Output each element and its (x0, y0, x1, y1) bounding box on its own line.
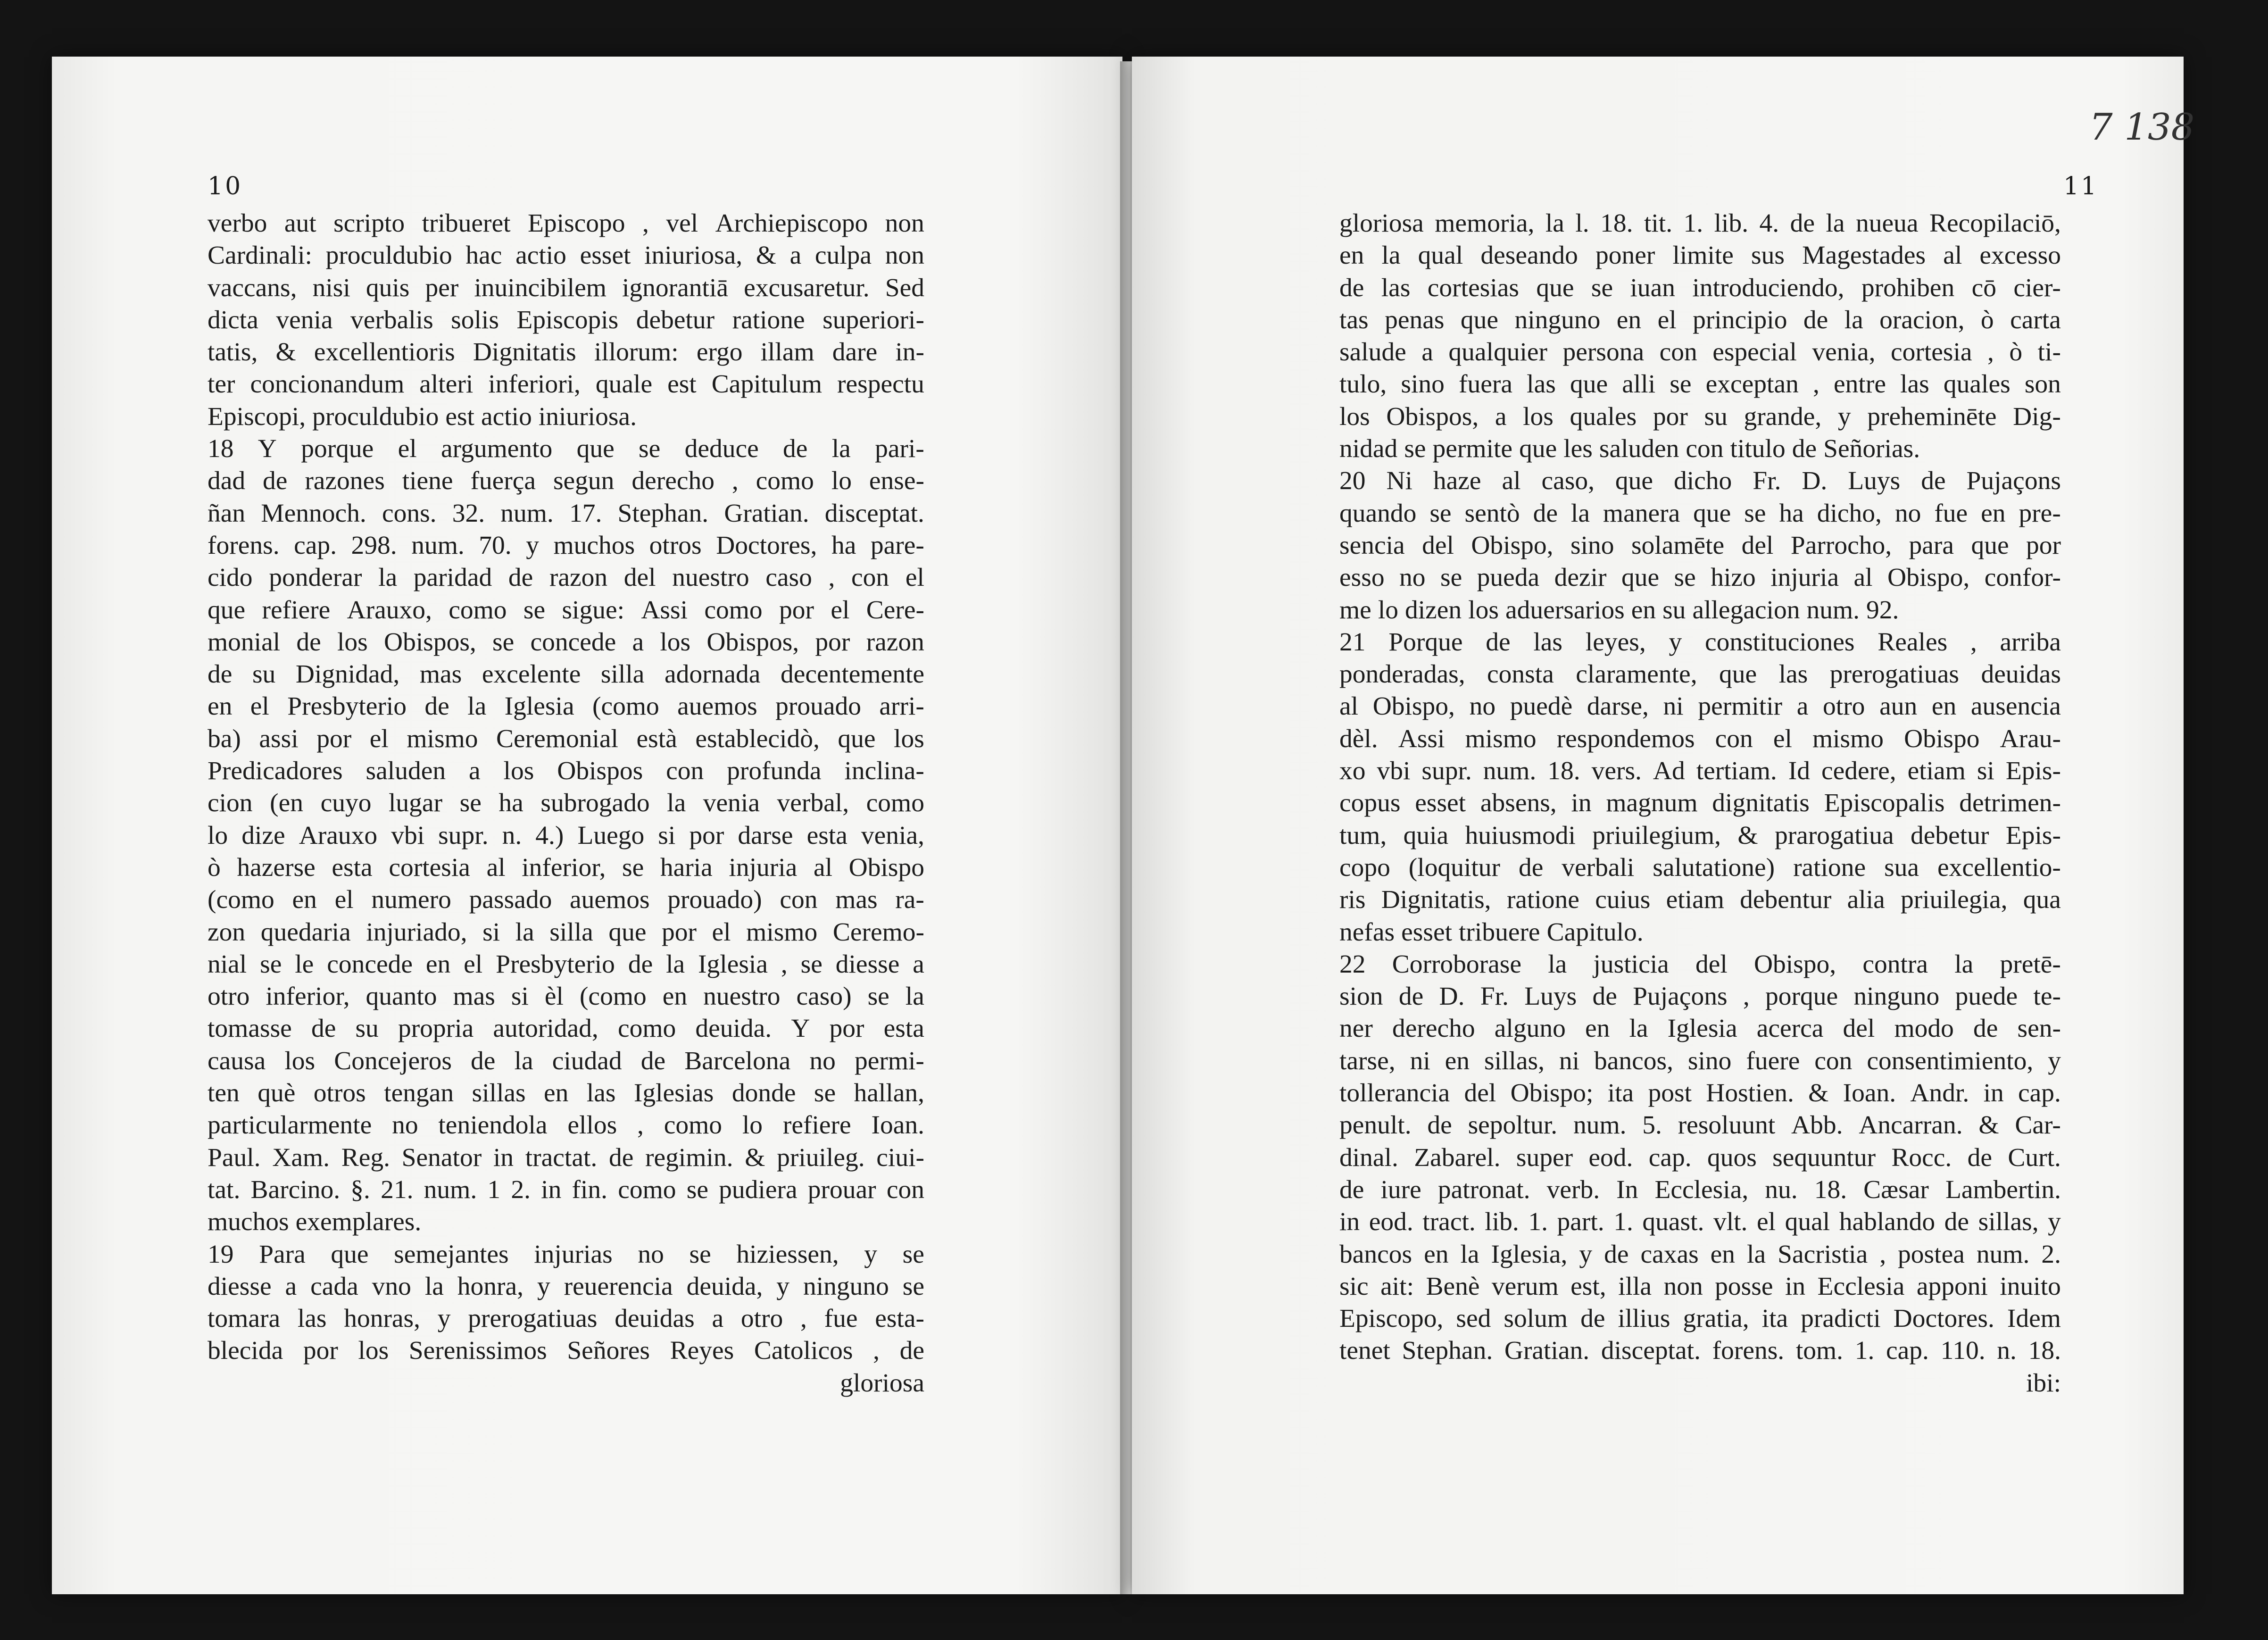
text-line: sic ait: Benè verum est, illa non posse in Ecclesia apponi inuito (1339, 1272, 2061, 1301)
text-line: cido ponderar la paridad de razon del nuestro caso , con el (208, 563, 924, 592)
text-line: dicta venia verbalis solis Episcopis debetur ratione superiori- (208, 305, 924, 334)
text-line: bancos en la Iglesia, y de caxas en la Sacristia , postea num. 2. (1339, 1240, 2061, 1269)
text-line: 19 Para que semejantes injurias no se hiziessen, y se (208, 1240, 924, 1269)
text-line: nefas esset tribuere Capitulo. (1339, 917, 1644, 947)
text-line: causa los Concejeros de la ciudad de Barcelona no permi- (208, 1046, 924, 1075)
text-line: ponderadas, consta claramente, que las prerogatiuas deuidas (1339, 660, 2061, 689)
left-page-text (208, 208, 924, 1399)
text-line: en la qual deseando poner limite sus Magestades al excesso (1339, 241, 2061, 270)
text-line: tatis, & excellentioris Dignitatis illorum: ergo illam dare in- (208, 338, 924, 367)
text-line: sencia del Obispo, sino solamēte del Parrocho, para que por (1339, 531, 2061, 560)
text-line: copo (loquitur de verbali salutatione) ratione sua excellentio- (1339, 853, 2061, 882)
text-line: tulo, sino fuera las que alli se exceptan , entre las quales son (1339, 370, 2061, 399)
text-line: tarse, ni en sillas, ni bancos, sino fuere con consentimiento, y (1339, 1046, 2061, 1075)
text-line: Episcopo, sed solum de illius gratia, ita pradicti Doctores. Idem (1339, 1304, 2061, 1333)
text-line: tomasse de su propria autoridad, como deuida. Y por esta (208, 1014, 924, 1043)
text-line: tum, quia huiusmodi priuilegium, & prarogatiua debetur Epis- (1339, 821, 2061, 850)
text-line: otro inferior, quanto mas si èl (como en nuestro caso) se la (208, 982, 924, 1011)
text-line: ba) assi por el mismo Ceremonial està establecidò, que los (208, 724, 924, 753)
text-line: in eod. tract. lib. 1. part. 1. quast. vlt. el qual hablando de sillas, y (1339, 1207, 2061, 1237)
text-line: Paul. Xam. Reg. Senator in tractat. de regimin. & priuileg. ciui- (208, 1143, 924, 1172)
text-line: 22 Corroborase la justicia del Obispo, contra la pretē- (1339, 949, 2061, 979)
text-line: de iure patronat. verb. In Ecclesia, nu. 18. Cæsar Lambertin. (1339, 1175, 2061, 1204)
text-line: los Obispos, a los quales por su grande, y preheminēte Dig- (1339, 402, 2061, 431)
text-line: ner derecho alguno en la Iglesia acerca del modo de sen- (1339, 1014, 2061, 1043)
text-line: penult. de sepoltur. num. 5. resoluunt Abb. Ancarran. & Car- (1339, 1111, 2061, 1140)
text-line: que refiere Arauxo, como se sigue: Assi como por el Cere- (208, 595, 924, 624)
text-line: verbo aut scripto tribueret Episcopo , vel Archiepiscopo non (208, 209, 924, 238)
text-line: cion (en cuyo lugar se ha subrogado la venia verbal, como (208, 789, 924, 818)
text-line: nial se le concede en el Presbyterio de la Iglesia , se diesse a (208, 949, 924, 979)
text-line: forens. cap. 298. num. 70. y muchos otros Doctores, ha pare- (208, 531, 924, 560)
text-line: blecida por los Serenissimos Señores Reyes Catolicos , de (208, 1336, 924, 1365)
text-line: ibi: (2026, 1368, 2061, 1398)
text-line: ñan Mennoch. cons. 32. num. 17. Stephan. Gratian. disceptat. (208, 499, 924, 528)
text-line: quando se sentò de la manera que se ha dicho, no fue en pre- (1339, 499, 2061, 528)
text-line: tat. Barcino. §. 21. num. 1 2. in fin. como se pudiera prouar con (208, 1175, 924, 1204)
text-line: particularmente no teniendola ellos , como lo refiere Ioan. (208, 1111, 924, 1140)
text-line: Predicadores saluden a los Obispos con profunda inclina- (208, 757, 924, 786)
right-page-number: 11 (2063, 172, 2099, 200)
text-line: 20 Ni haze al caso, que dicho Fr. D. Luys de Pujaçons (1339, 466, 2061, 496)
text-line: vaccans, nisi quis per inuincibilem ignorantiā excusaretur. Sed (208, 273, 924, 302)
text-line: (como en el numero passado auemos prouado) con mas ra- (208, 885, 924, 915)
text-line: en el Presbyterio de la Iglesia (como auemos prouado arri- (208, 692, 924, 721)
text-line: ris Dignitatis, ratione cuius etiam debentur alia priuilegia, qua (1339, 885, 2061, 915)
handwritten-folio-mark: 7 138 (2089, 106, 2195, 149)
text-line: de las cortesias que se iuan introduciendo, prohiben cō cier- (1339, 273, 2061, 302)
text-line: 18 Y porque el argumento que se deduce de la pari- (208, 434, 924, 464)
text-line: lo dize Arauxo vbi supr. n. 4.) Luego si por darse esta venia, (208, 821, 924, 850)
text-line: esso no se pueda dezir que se hizo injuria al Obispo, confor- (1339, 563, 2061, 592)
left-page-number: 10 (208, 172, 243, 200)
text-line: monial de los Obispos, se concede a los Obispos, por razon (208, 627, 924, 657)
text-line: muchos exemplares. (208, 1207, 422, 1237)
text-line: tollerancia del Obispo; ita post Hostien. & Ioan. Andr. in cap. (1339, 1079, 2061, 1108)
text-line: tomara las honras, y prerogatiuas deuidas a otro , fue esta- (208, 1304, 924, 1333)
text-line: nidad se permite que les saluden con titulo de Señorias. (1339, 434, 1920, 464)
text-line: al Obispo, no puedè darse, ni permitir a otro aun en ausencia (1339, 692, 2061, 721)
text-line: tas penas que ninguno en el principio de la oracion, ò carta (1339, 305, 2061, 334)
text-line: Cardinali: proculdubio hac actio esset iniuriosa, & a culpa non (208, 241, 924, 270)
text-line: gloriosa memoria, la l. 18. tit. 1. lib. 4. de la nueua Recopilaciō, (1339, 209, 2061, 238)
text-line: ò hazerse esta cortesia al inferior, se haria injuria al Obispo (208, 853, 924, 882)
text-line: tenet Stephan. Gratian. disceptat. forens. tom. 1. cap. 110. n. 18. (1339, 1336, 2061, 1365)
text-line: ten què otros tengan sillas en las Iglesias donde se hallan, (208, 1079, 924, 1108)
text-line: sion de D. Fr. Luys de Pujaçons , porque ninguno puede te- (1339, 982, 2061, 1011)
text-line: zon quedaria injuriado, si la silla que por el mismo Ceremo- (208, 917, 924, 947)
text-line: de su Dignidad, mas excelente silla adornada decentemente (208, 660, 924, 689)
text-line: dèl. Assi mismo respondemos con el mismo Obispo Arau- (1339, 724, 2061, 753)
text-line: gloriosa (840, 1368, 924, 1398)
text-line: copus esset absens, in magnum dignitatis Episcopalis detrimen- (1339, 789, 2061, 818)
text-line: me lo dizen los aduersarios en su allegacion num. 92. (1339, 595, 1899, 624)
text-line: ter concionandum alteri inferiori, quale est Capitulum respectu (208, 370, 924, 399)
text-line: dinal. Zabarel. super eod. cap. quos sequuntur Rocc. de Curt. (1339, 1143, 2061, 1172)
text-line: xo vbi supr. num. 18. vers. Ad tertiam. Id cedere, etiam si Epis- (1339, 757, 2061, 786)
text-line: salude a qualquier persona con especial venia, cortesia , ò ti- (1339, 338, 2061, 367)
text-line: Episcopi, proculdubio est actio iniuriosa. (208, 402, 637, 431)
text-line: 21 Porque de las leyes, y constituciones Reales , arriba (1339, 627, 2061, 657)
text-line: diesse a cada vno la honra, y reuerencia deuida, y ninguno se (208, 1272, 924, 1301)
right-page-text (1339, 208, 2061, 1399)
text-line: dad de razones tiene fuerça segun derecho , como lo ense- (208, 466, 924, 496)
